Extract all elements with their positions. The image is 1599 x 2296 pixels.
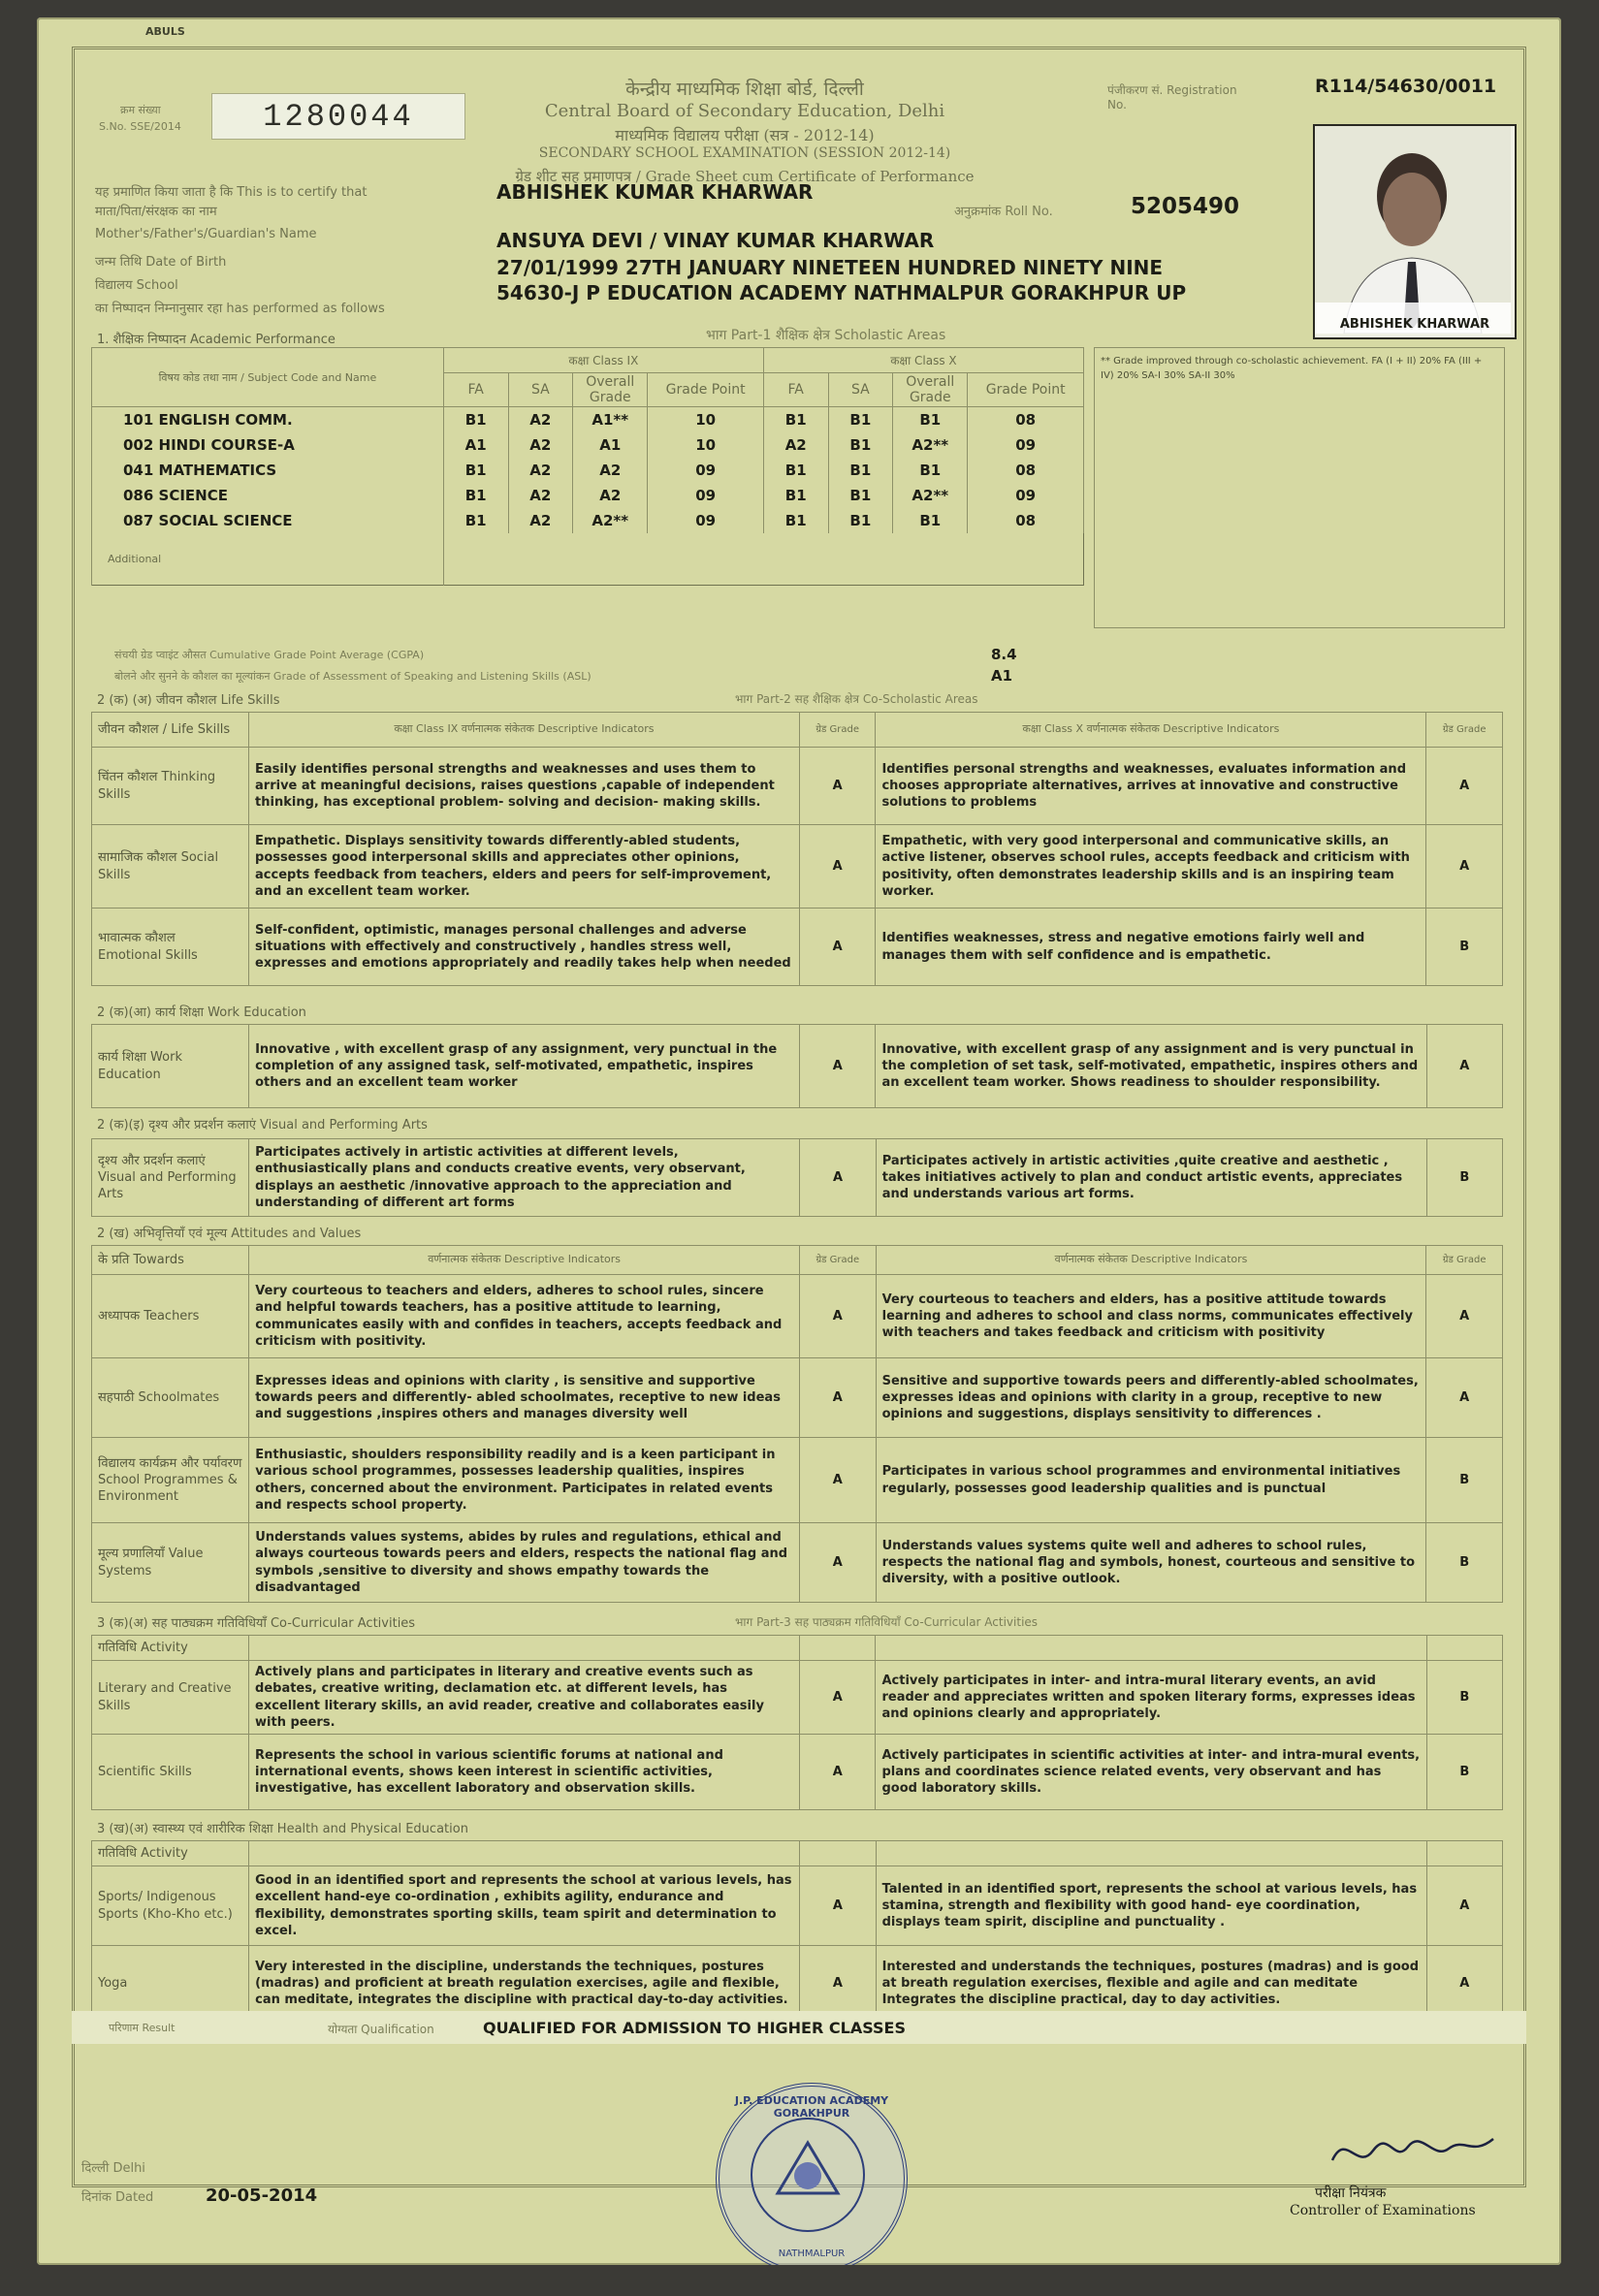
seal-text: J.P. EDUCATION ACADEMY GORAKHPUR xyxy=(734,2094,889,2120)
co-curricular-heading: 3 (क)(अ) सह पाठ्यक्रम गतिविधियाँ Co-Curricular Activities xyxy=(97,1616,416,1631)
student-photo xyxy=(1313,124,1517,339)
grade-ix-sa: A2 xyxy=(508,432,573,458)
x-gp-header: Grade Point xyxy=(968,373,1084,407)
x-description: Identifies weaknesses, stress and negative emotions fairly well and manages them with self confidence and is empathetic. xyxy=(876,909,1426,986)
roll-label: अनुक्रमांक Roll No. xyxy=(954,205,1053,219)
ix-description: Enthusiastic, shoulders responsibility readily and is a keen participant in various school programmes, possesses leadership qualities, inspires others, concerned about the environment. Participates in related events and respects school property. xyxy=(249,1438,800,1523)
grade-ix-fa: B1 xyxy=(443,483,508,508)
area-label: सहपाठी Schoolmates xyxy=(92,1358,249,1438)
area-label: Scientific Skills xyxy=(92,1735,249,1810)
grade-ix-fa: B1 xyxy=(443,407,508,432)
co-curricular-table xyxy=(91,1635,1503,1810)
grade-x-gp: 08 xyxy=(968,458,1084,483)
serial-label: S.No. SSE/2014 xyxy=(99,120,181,133)
grade-ix-gp: 09 xyxy=(648,508,764,533)
grade-x-fa: B1 xyxy=(763,458,828,483)
part1-title: भाग Part-1 शैक्षिक क्षेत्र Scholastic Areas xyxy=(706,328,946,343)
grade-x-sa: B1 xyxy=(828,458,893,483)
x-overall-header: Overall Grade xyxy=(893,373,968,407)
grade-x-fa: A2 xyxy=(763,432,828,458)
table-row xyxy=(92,1139,1503,1217)
grade-ix-ov: A2 xyxy=(573,458,648,483)
x-description: Very courteous to teachers and elders, has a positive attitude towards learning and adheres to school and class norms, communicates effectively with teachers and takes feedback and criticism with positivity xyxy=(876,1275,1426,1358)
table-row xyxy=(92,825,1503,909)
table-row xyxy=(92,1866,1503,1946)
x-description: Understands values systems quite well and adheres to school rules, respects the national flag and symbols, honest, courteous and sensitive to diversity, with a positive outlook. xyxy=(876,1523,1426,1603)
subject-name: 002 HINDI COURSE-A xyxy=(92,432,444,458)
work-education-heading: 2 (क)(आ) कार्य शिक्षा Work Education xyxy=(97,1005,306,1020)
grade-x-gp: 08 xyxy=(968,508,1084,533)
life-skills-x-header: कक्षा Class X वर्णनात्मक संकेतक Descriptive Indicators xyxy=(876,713,1426,748)
part2-title: भाग Part-2 सह शैक्षिक क्षेत्र Co-Scholastic Areas xyxy=(735,692,978,706)
class-x-header: कक्षा Class X xyxy=(763,348,1083,373)
x-grade: A xyxy=(1426,1275,1503,1358)
table-row xyxy=(92,407,1084,432)
work-education-x-desc: Innovative, with excellent grasp of any assignment and is very punctual in the completion of set task, self-motivated, empathetic, inspires others and an excellent team worker. Shows readiness to shoulder responsibility. xyxy=(876,1025,1426,1108)
grading-note: ** Grade improved through co-scholastic achievement. FA (I + II) 20% FA (III + IV) 20% SA-I 30% SA-II 30% xyxy=(1094,347,1505,628)
board-title-hindi: केन्द्रीय माध्यमिक शिक्षा बोर्ड, दिल्ली xyxy=(625,79,864,100)
cgpa-label: संचयी ग्रेड प्वाइंट औसत Cumulative Grade Point Average (CGPA) xyxy=(114,649,425,661)
x-description: Sensitive and supportive towards peers and differently-abled schoolmates, expresses ideas and opinions with clarity in a group, receptive to new opinions and suggestions, displays sensitivity to differences . xyxy=(876,1358,1426,1438)
x-fa-header: FA xyxy=(763,373,828,407)
x-grade: B xyxy=(1426,1523,1503,1603)
life-skills-heading: 2 (क) (अ) जीवन कौशल Life Skills xyxy=(97,693,280,708)
ix-grade: A xyxy=(800,1275,877,1358)
ix-gp-header: Grade Point xyxy=(648,373,764,407)
area-label: Literary and Creative Skills xyxy=(92,1661,249,1735)
controller-signature-icon xyxy=(1327,2121,1501,2180)
ix-description: Very interested in the discipline, understands the techniques, postures (madras) and proficient at breath regulation exercises, agile and flexible, can meditate, integrates the discipline with practical day-to-day activities. xyxy=(249,1946,800,2022)
life-skills-area-header: जीवन कौशल / Life Skills xyxy=(92,713,249,748)
table-row xyxy=(92,458,1084,483)
attitudes-x-grade-header: ग्रेड Grade xyxy=(1426,1246,1503,1275)
exam-title-hindi: माध्यमिक विद्यालय परीक्षा (सत्र - 2012-14) xyxy=(615,126,875,144)
table-row xyxy=(92,1358,1503,1438)
attitudes-area-header: के प्रति Towards xyxy=(92,1246,249,1275)
x-grade: A xyxy=(1426,825,1503,909)
visual-arts-heading: 2 (क)(इ) दृश्य और प्रदर्शन कलाएं Visual and Performing Arts xyxy=(97,1118,428,1132)
x-description: Actively participates in scientific activities at inter- and intra-mural events, plans and coordinates science related events, very observant and has good laboratory skills. xyxy=(876,1735,1426,1810)
board-title: Central Board of Secondary Education, Delhi xyxy=(544,101,945,121)
co-curricular-activity-header: गतिविधि Activity xyxy=(92,1636,249,1661)
grade-x-gp: 08 xyxy=(968,407,1084,432)
grade-ix-gp: 10 xyxy=(648,407,764,432)
grade-ix-fa: B1 xyxy=(443,458,508,483)
subject-name: 041 MATHEMATICS xyxy=(92,458,444,483)
serial-label-hindi: क्रम संख्या xyxy=(120,104,161,116)
area-label: Sports/ Indigenous Sports (Kho-Kho etc.) xyxy=(92,1866,249,1946)
controller-title: Controller of Examinations xyxy=(1290,2203,1476,2218)
place-label: दिल्ली Delhi xyxy=(81,2161,145,2176)
grade-ix-fa: A1 xyxy=(443,432,508,458)
asl-value: A1 xyxy=(991,667,1013,685)
attitudes-x-header: वर्णनात्मक संकेतक Descriptive Indicators xyxy=(876,1246,1426,1275)
ix-grade: A xyxy=(800,1735,876,1810)
table-row xyxy=(92,432,1084,458)
x-grade: A xyxy=(1426,1946,1502,2022)
grade-x-ov: B1 xyxy=(893,407,968,432)
ix-grade: A xyxy=(799,909,876,986)
visual-arts-ix-desc: Participates actively in artistic activities at different levels, enthusiastically plans and conducts creative events, very observant, displays an aesthetic /innovative approach to the appreciation and understanding of different art forms xyxy=(249,1139,800,1217)
grade-ix-gp: 09 xyxy=(648,483,764,508)
grade-x-sa: B1 xyxy=(828,432,893,458)
certificate-sheet xyxy=(37,17,1561,2265)
table-row xyxy=(92,1025,1503,1108)
result-text: QUALIFIED FOR ADMISSION TO HIGHER CLASSES xyxy=(483,2019,906,2037)
grade-x-ov: A2** xyxy=(893,483,968,508)
table-row xyxy=(92,483,1084,508)
work-education-x-grade: A xyxy=(1426,1025,1502,1108)
ix-description: Represents the school in various scientific forums at national and international events, shows keen interest in scientific activities, investigative, has excellent laboratory and observation skills. xyxy=(249,1735,800,1810)
x-grade: A xyxy=(1426,748,1503,825)
visual-arts-x-grade: B xyxy=(1426,1139,1502,1217)
x-grade: B xyxy=(1426,909,1503,986)
attitudes-ix-header: वर्णनात्मक संकेतक Descriptive Indicators xyxy=(249,1246,800,1275)
performed-label: का निष्पादन निम्नानुसार रहा has performed as follows xyxy=(95,302,385,316)
table-row xyxy=(92,1661,1503,1735)
date-of-birth: 27/01/1999 27TH JANUARY NINETEEN HUNDRED NINETY NINE xyxy=(496,256,1164,279)
area-label: विद्यालय कार्यक्रम और पर्यावरण School Programmes & Environment xyxy=(92,1438,249,1523)
ix-fa-header: FA xyxy=(443,373,508,407)
life-skills-ix-grade-header: ग्रेड Grade xyxy=(799,713,876,748)
x-description: Interested and understands the techniques, postures (madras) and is good at breath regulation exercises, flexible and agile and can meditate Integrates the discipline practical, day to day activities. xyxy=(876,1946,1426,2022)
grade-ix-ov: A2 xyxy=(573,483,648,508)
corner-mark: ABULS xyxy=(145,25,185,38)
photo-caption: ABHISHEK KHARWAR xyxy=(1339,317,1490,332)
work-education-area: कार्य शिक्षा Work Education xyxy=(92,1025,249,1108)
ix-overall-header: Overall Grade xyxy=(573,373,648,407)
visual-arts-x-desc: Participates actively in artistic activities ,quite creative and aesthetic , takes initiatives actively to plan and conduct artistic events, appreciates and understands various art forms. xyxy=(876,1139,1426,1217)
subject-name: 101 ENGLISH COMM. xyxy=(92,407,444,432)
health-heading: 3 (ख)(अ) स्वास्थ्य एवं शारीरिक शिक्षा Health and Physical Education xyxy=(97,1822,468,1836)
controller-hindi: परीक्षा नियंत्रक xyxy=(1315,2185,1387,2201)
x-grade: A xyxy=(1426,1358,1503,1438)
x-description: Actively participates in inter- and intra-mural literary events, an avid reader and appreciates written and spoken literary forms, expresses ideas and opinions clearly and appropriately. xyxy=(876,1661,1426,1735)
life-skills-table xyxy=(91,712,1503,986)
area-label: अध्यापक Teachers xyxy=(92,1275,249,1358)
grade-x-fa: B1 xyxy=(763,407,828,432)
x-description: Participates in various school programmes and environmental initiatives regularly, possesses good leadership qualities and is punctual xyxy=(876,1438,1426,1523)
area-label: मूल्य प्रणालियाँ Value Systems xyxy=(92,1523,249,1603)
parents-label-hindi: माता/पिता/संरक्षक का नाम xyxy=(95,205,217,219)
table-row xyxy=(92,748,1503,825)
grade-ix-gp: 10 xyxy=(648,432,764,458)
grade-ix-sa: A2 xyxy=(508,458,573,483)
ix-description: Good in an identified sport and represents the school at various levels, has excellent hand-eye co-ordination , exhibits agility, endurance and flexibility, demonstrates sporting skills, team spirit and determination to excel. xyxy=(249,1866,800,1946)
school-label: विद्यालय School xyxy=(95,278,178,293)
table-row xyxy=(92,1946,1503,2022)
grade-ix-fa: B1 xyxy=(443,508,508,533)
life-skills-x-grade-header: ग्रेड Grade xyxy=(1426,713,1503,748)
visual-arts-table xyxy=(91,1138,1503,1217)
academic-table xyxy=(91,347,1084,586)
cgpa-value: 8.4 xyxy=(991,646,1017,663)
grade-x-sa: B1 xyxy=(828,508,893,533)
ix-description: Actively plans and participates in literary and creative events such as debates, creative writing, declamation etc. at different levels, has excellent literary skills, an avid reader, creative and collaborates easily with peers. xyxy=(249,1661,800,1735)
attitudes-ix-grade-header: ग्रेड Grade xyxy=(800,1246,877,1275)
certify-label: यह प्रमाणित किया जाता है कि This is to certify that xyxy=(95,185,368,200)
x-grade: A xyxy=(1426,1866,1502,1946)
registration-label: पंजीकरण सं. Registration No. xyxy=(1107,83,1237,112)
work-education-table xyxy=(91,1024,1503,1108)
grade-x-ov: B1 xyxy=(893,458,968,483)
table-row xyxy=(92,1735,1503,1810)
x-description: Identifies personal strengths and weaknesses, evaluates information and chooses appropriate alternatives, arrives at innovative and constructive solutions to problems xyxy=(876,748,1426,825)
ix-description: Empathetic. Displays sensitivity towards differently-abled students, possesses good interpersonal skills and appreciates other opinions, accepts feedback from teachers, elders and peers for self-improvement, and an excellent team worker. xyxy=(249,825,800,909)
grade-ix-ov: A2** xyxy=(573,508,648,533)
dob-label: जन्म तिथि Date of Birth xyxy=(95,255,227,270)
work-education-ix-desc: Innovative , with excellent grasp of any assignment, very punctual in the completion of any assigned task, self-motivated, empathetic, inspires others and an excellent team worker xyxy=(249,1025,800,1108)
x-sa-header: SA xyxy=(828,373,893,407)
roll-number: 5205490 xyxy=(1131,194,1240,219)
issue-date: 20-05-2014 xyxy=(206,2185,318,2206)
subject-column-header: विषय कोड तथा नाम / Subject Code and Name xyxy=(92,348,444,407)
ix-description: Very courteous to teachers and elders, adheres to school rules, sincere and helpful towards teachers, has a positive attitude to learning, communicates easily with and confides in teachers, accepts feedback and criticism with positivity. xyxy=(249,1275,800,1358)
date-label: दिनांक Dated xyxy=(81,2190,154,2205)
grade-ix-ov: A1 xyxy=(573,432,648,458)
ix-description: Easily identifies personal strengths and weaknesses and uses them to arrive at meaningful decisions, raises questions ,capable of independent thinking, has exceptional problem- solving and decision- making skills. xyxy=(249,748,800,825)
area-label: Yoga xyxy=(92,1946,249,2022)
result-label: परिणाम Result xyxy=(109,2022,176,2034)
attitudes-table xyxy=(91,1245,1503,1603)
parents-label: Mother's/Father's/Guardian's Name xyxy=(95,227,317,241)
table-row xyxy=(92,508,1084,533)
grade-ix-sa: A2 xyxy=(508,483,573,508)
part3-title: भाग Part-3 सह पाठ्यक्रम गतिविधियाँ Co-Curricular Activities xyxy=(735,1615,1039,1629)
visual-arts-area: दृश्य और प्रदर्शन कलाएं Visual and Performing Arts xyxy=(92,1139,249,1217)
ix-description: Expresses ideas and opinions with clarity , is sensitive and supportive towards peers and differently- abled schoolmates, receptive to new ideas and suggestions ,inspires others and manages diversity well xyxy=(249,1358,800,1438)
student-name: ABHISHEK KUMAR KHARWAR xyxy=(496,180,814,204)
ix-grade: A xyxy=(800,1866,876,1946)
exam-title: SECONDARY SCHOOL EXAMINATION (SESSION 2012-14) xyxy=(538,145,951,161)
x-description: Talented in an identified sport, represents the school at various levels, has stamina, strength and flexibility with good hand- eye coordination, displays team spirit, discipline and punctuality . xyxy=(876,1866,1426,1946)
table-row xyxy=(92,1438,1503,1523)
life-skills-ix-header: कक्षा Class IX वर्णनात्मक संकेतक Descriptive Indicators xyxy=(249,713,800,748)
seal-inner-text: NATHMALPUR xyxy=(778,2248,846,2259)
grade-ix-sa: A2 xyxy=(508,508,573,533)
grade-x-ov: A2** xyxy=(893,432,968,458)
school-name: 54630-J P EDUCATION ACADEMY NATHMALPUR GORAKHPUR UP xyxy=(496,281,1187,304)
visual-arts-ix-grade: A xyxy=(800,1139,876,1217)
table-row xyxy=(92,909,1503,986)
registration-number: R114/54630/0011 xyxy=(1315,76,1497,97)
grade-x-fa: B1 xyxy=(763,508,828,533)
area-label: सामाजिक कौशल Social Skills xyxy=(92,825,249,909)
additional-label: Additional xyxy=(92,533,444,586)
grade-x-gp: 09 xyxy=(968,432,1084,458)
class-ix-header: कक्षा Class IX xyxy=(443,348,763,373)
health-activity-header: गतिविधि Activity xyxy=(92,1841,249,1866)
grade-ix-ov: A1** xyxy=(573,407,648,432)
ix-grade: A xyxy=(800,1358,877,1438)
ix-grade: A xyxy=(799,825,876,909)
work-education-ix-grade: A xyxy=(800,1025,876,1108)
asl-label: बोलने और सुनने के कौशल का मूल्यांकन Grade of Assessment of Speaking and Listening Skills (ASL) xyxy=(114,670,592,683)
subject-name: 087 SOCIAL SCIENCE xyxy=(92,508,444,533)
parents-name: ANSUYA DEVI / VINAY KUMAR KHARWAR xyxy=(496,229,935,252)
ix-grade: A xyxy=(800,1523,877,1603)
ix-grade: A xyxy=(800,1438,877,1523)
grade-ix-gp: 09 xyxy=(648,458,764,483)
student-portrait-icon xyxy=(1315,126,1511,334)
academic-section-title: 1. शैक्षिक निष्पादन Academic Performance xyxy=(97,333,336,347)
health-table xyxy=(91,1840,1503,2022)
certificate-title: ग्रेड शीट सह प्रमाणपत्र / Grade Sheet cum Certificate of Performance xyxy=(515,168,975,185)
grade-x-gp: 09 xyxy=(968,483,1084,508)
grade-x-sa: B1 xyxy=(828,483,893,508)
subject-name: 086 SCIENCE xyxy=(92,483,444,508)
ix-description: Understands values systems, abides by rules and regulations, ethical and always courteous towards peers and elders, respects the national flag and symbols ,sensitive to diversity and shows empathy towards the disadvantaged xyxy=(249,1523,800,1603)
ix-grade: A xyxy=(799,748,876,825)
ix-sa-header: SA xyxy=(508,373,573,407)
x-grade: B xyxy=(1426,1438,1503,1523)
grade-x-ov: B1 xyxy=(893,508,968,533)
area-label: भावात्मक कौशल Emotional Skills xyxy=(92,909,249,986)
grade-x-fa: B1 xyxy=(763,483,828,508)
ix-description: Self-confident, optimistic, manages personal challenges and adverse situations with effectively and constructively , handles stress well, expresses and emotions appropriately and readily takes help when needed xyxy=(249,909,800,986)
attitudes-heading: 2 (ख) अभिवृत्तियाँ एवं मूल्य Attitudes and Values xyxy=(97,1227,362,1241)
table-row xyxy=(92,1523,1503,1603)
grade-ix-sa: A2 xyxy=(508,407,573,432)
ix-grade: A xyxy=(800,1661,876,1735)
x-grade: B xyxy=(1426,1735,1502,1810)
qualification-label: योग्यता Qualification xyxy=(328,2023,434,2036)
area-label: चिंतन कौशल Thinking Skills xyxy=(92,748,249,825)
serial-number: 1280044 xyxy=(211,93,465,140)
x-grade: B xyxy=(1426,1661,1502,1735)
school-seal xyxy=(716,2083,908,2265)
grade-x-sa: B1 xyxy=(828,407,893,432)
ix-grade: A xyxy=(800,1946,876,2022)
table-row xyxy=(92,1275,1503,1358)
x-description: Empathetic, with very good interpersonal and communicative skills, an active listener, observes school rules, accepts feedback and criticism with positivity, often demonstrates leadership skills and is an inspiring team worker. xyxy=(876,825,1426,909)
